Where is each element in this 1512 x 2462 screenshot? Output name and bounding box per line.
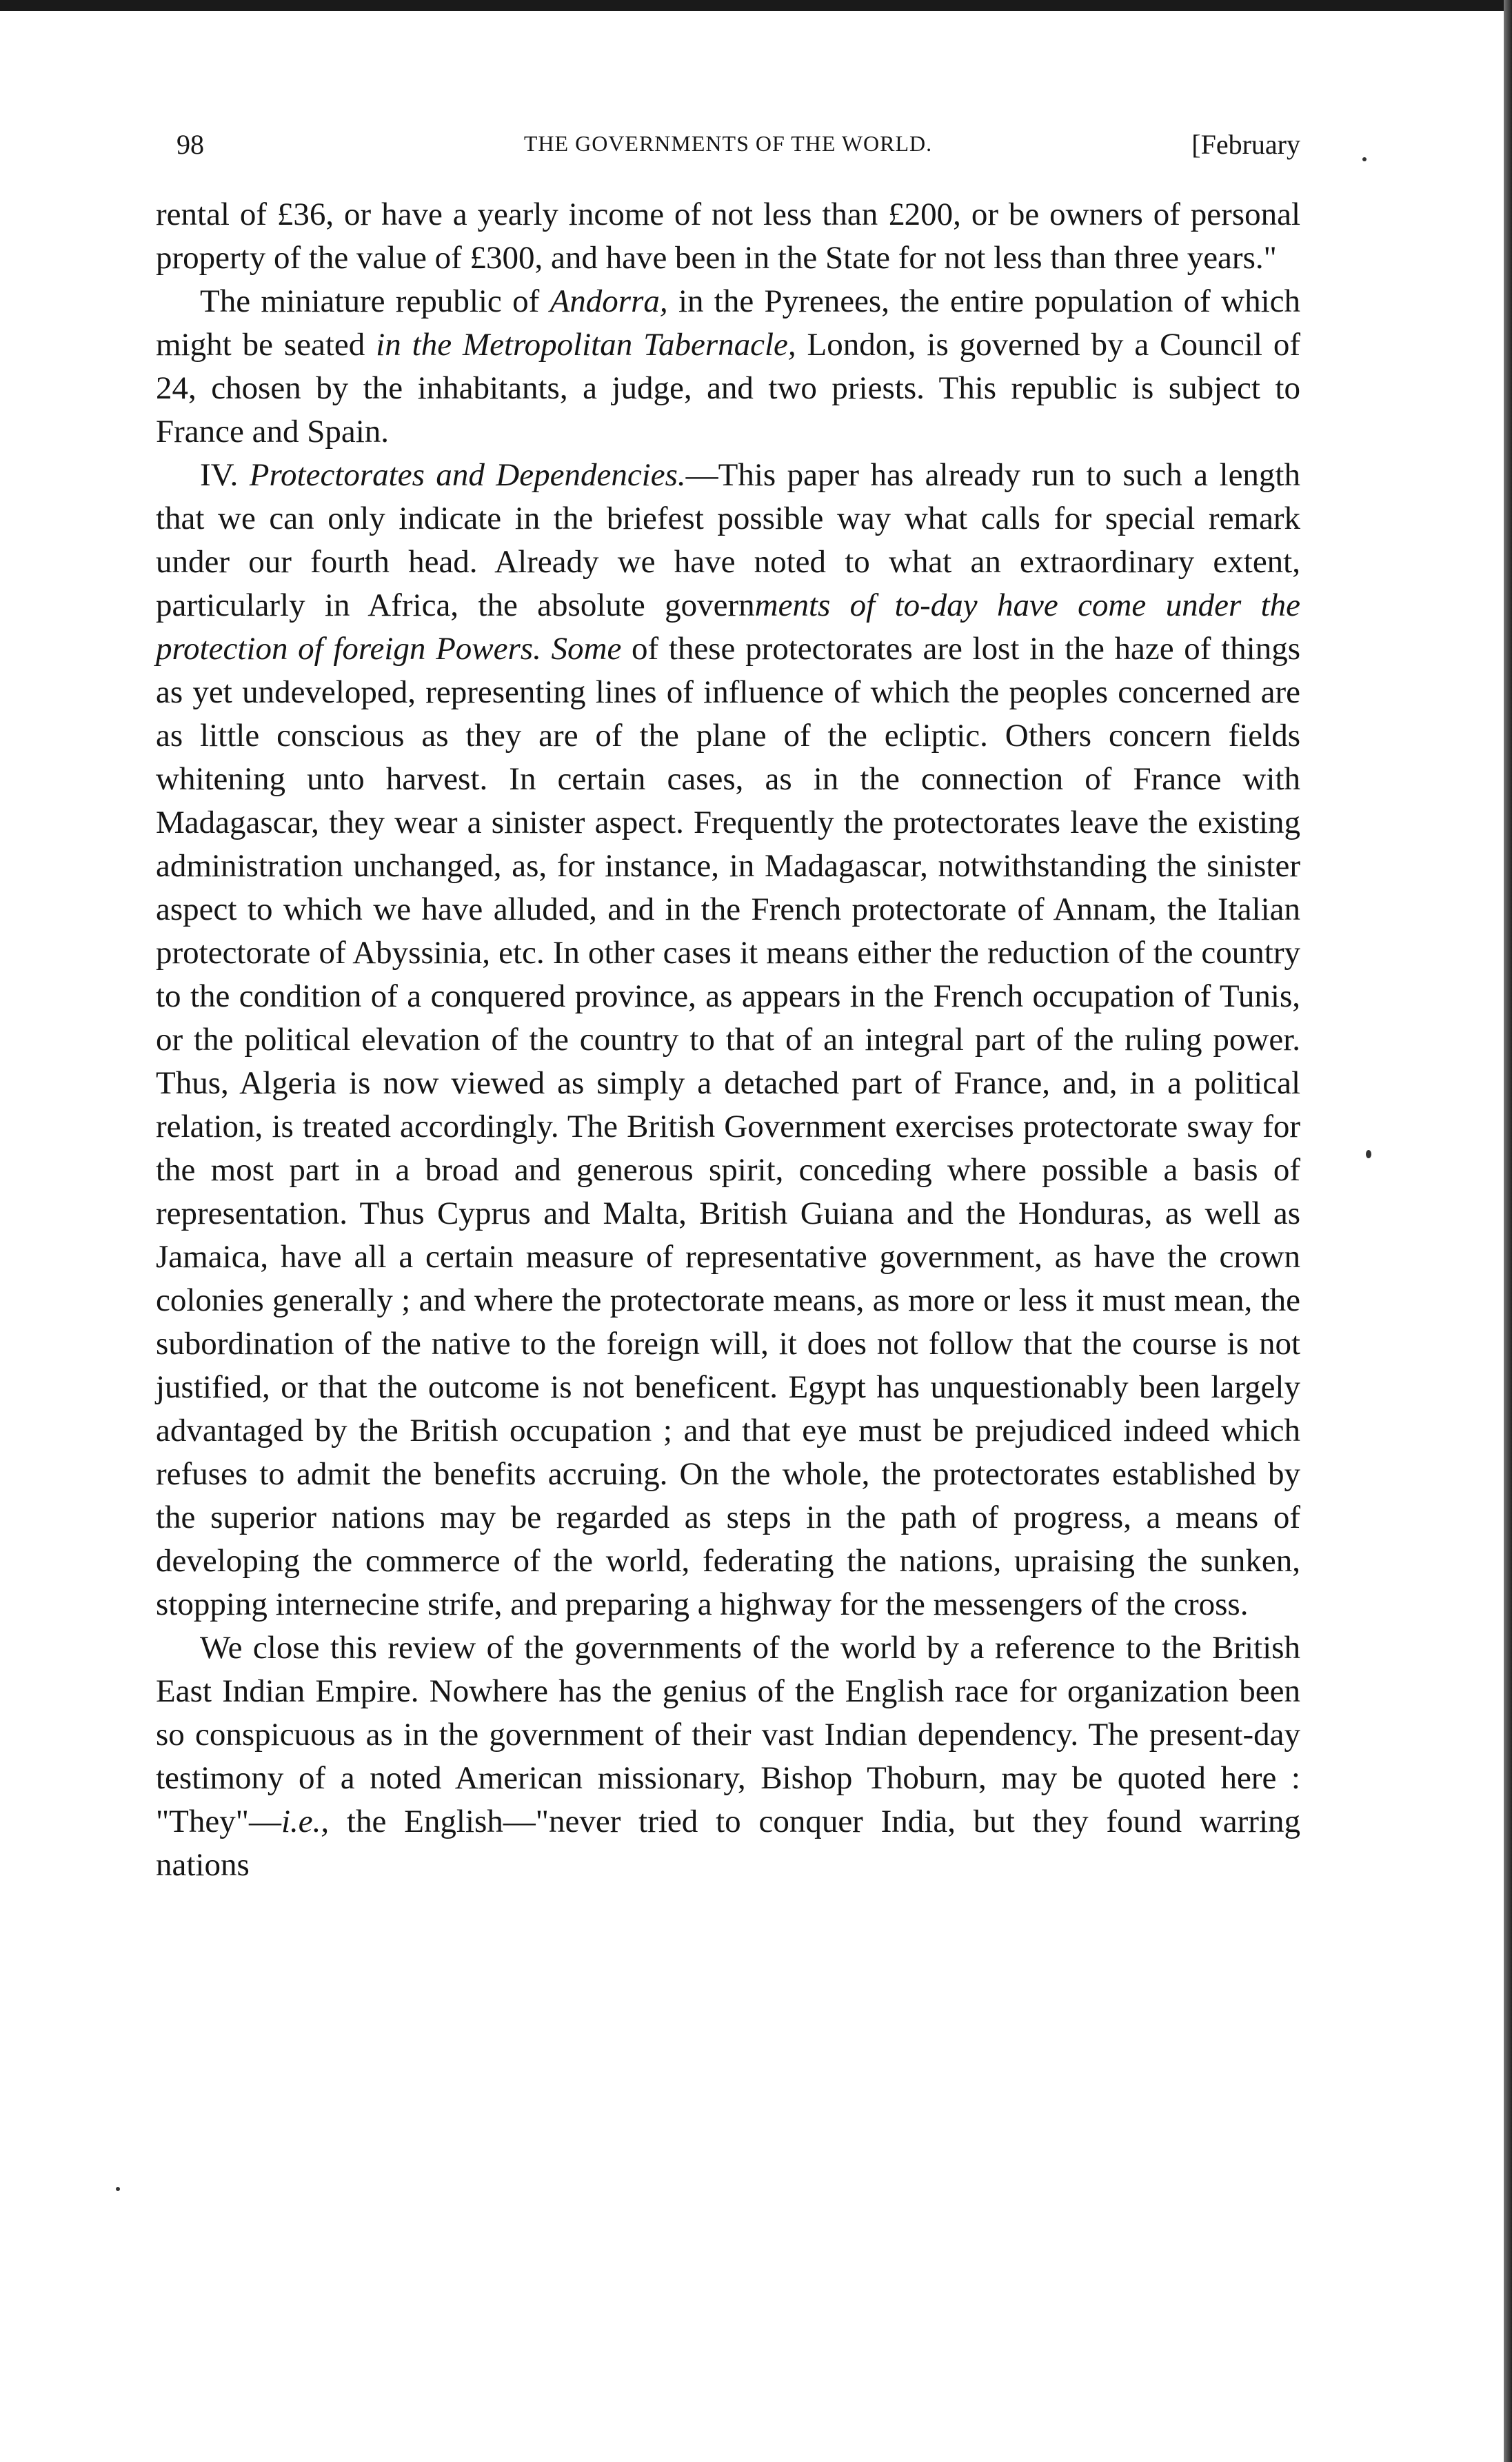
section-number: IV. (200, 457, 250, 493)
book-page (156, 124, 1300, 1887)
page-number: 98 (177, 129, 204, 160)
section-heading: Protectorates and Dependencies. (249, 457, 686, 493)
scan-speck (1366, 1150, 1371, 1158)
place-name-andorra: Andorra, (550, 283, 668, 319)
body-text (156, 193, 1300, 1887)
paragraph-continuation: rental of £36, or have a yearly income of not less than £200, or be owners of personal property of the value of £300, and have been in the State for not less than three years." (156, 196, 1300, 276)
paragraph-protectorates: IV. Protectorates and Dependencies.—This paper has already run to such a length that we can only indicate in the briefest possible way what calls for special remark under our fourth head. Already we have noted to what an extraordinary extent, particularly in Africa, the absolute governments of to-day have come under the protection of foreign Powers. Some of these protectorates are lost in the haze of things as yet undeveloped, representing lines of influence of which the peoples concerned are as little conscious as they are of the plane of the ecliptic. Others concern fields whitening unto harvest. In certain cases, as in the connection of France with Madagascar, they wear a sinister aspect. Frequently the protectorates leave the existing administration unchanged, as, for instance, in Madagascar, notwithstanding the sinister aspect to which we have alluded, and in the French protectorate of Annam, the Italian protectorate of Abyssinia, etc. In other cases it means either the reduction of the country to the condition of a conquered province, as appears in the French occupation of Tunis, or the political elevation of the country to that of an integral part of the ruling power. Thus, Algeria is now viewed as simply a detached part of France, and, in a political relation, is treated accordingly. The British Government exercises protectorate sway for the most part in a broad and generous spirit, conceding where possible a basis of representation. Thus Cyprus and Malta, British Guiana and the Honduras, as well as Jamaica, have all a certain measure of representative government, as have the crown colonies generally ; and where the protectorate means, as more or less it must mean, the subordination of the native to the foreign will, it does not follow that the course is not justified, or that the outcome is not beneficent. Egypt has unquestionably been largely advantaged by the British occupation ; and that eye must be prejudiced indeed which refuses to admit the benefits accruing. On the whole, the protectorates established by the superior nations may be regarded as steps in the path of progress, a means of developing the commerce of the world, federating the nations, upraising the sunken, stopping internecine strife, and preparing a highway for the messengers of the cross. (156, 457, 1300, 1622)
scan-speck (116, 2187, 120, 2191)
paragraph-andorra: The miniature republic of Andorra, in the Pyrenees, the entire population of which might be seated in the Metropolitan Tabernacle, London, is governed by a Council of 24, chosen by the inhabitants, a judge, and two priests. This republic is subject to France and Spain. (156, 283, 1300, 450)
scan-speck (1362, 157, 1367, 161)
running-month: [February (1191, 129, 1300, 160)
running-title: THE GOVERNMENTS OF THE WORLD. (523, 131, 933, 156)
place-name-tabernacle: in the Metropolitan Tabernacle, (376, 327, 796, 363)
page-right-edge (1504, 0, 1512, 2462)
running-head (156, 124, 1300, 165)
page-top-border (0, 0, 1512, 11)
paragraph-british-india: We close this review of the governments of the world by a reference to the British East Indian Empire. Nowhere has the genius of the English race for organization been so conspicuous as in the government of their vast Indian dependency. The present-day testimony of a noted American missionary, Bishop Thoburn, may be quoted here : "They"—i.e., the English—"never tried to conquer India, but they found warring nations (156, 1630, 1300, 1883)
